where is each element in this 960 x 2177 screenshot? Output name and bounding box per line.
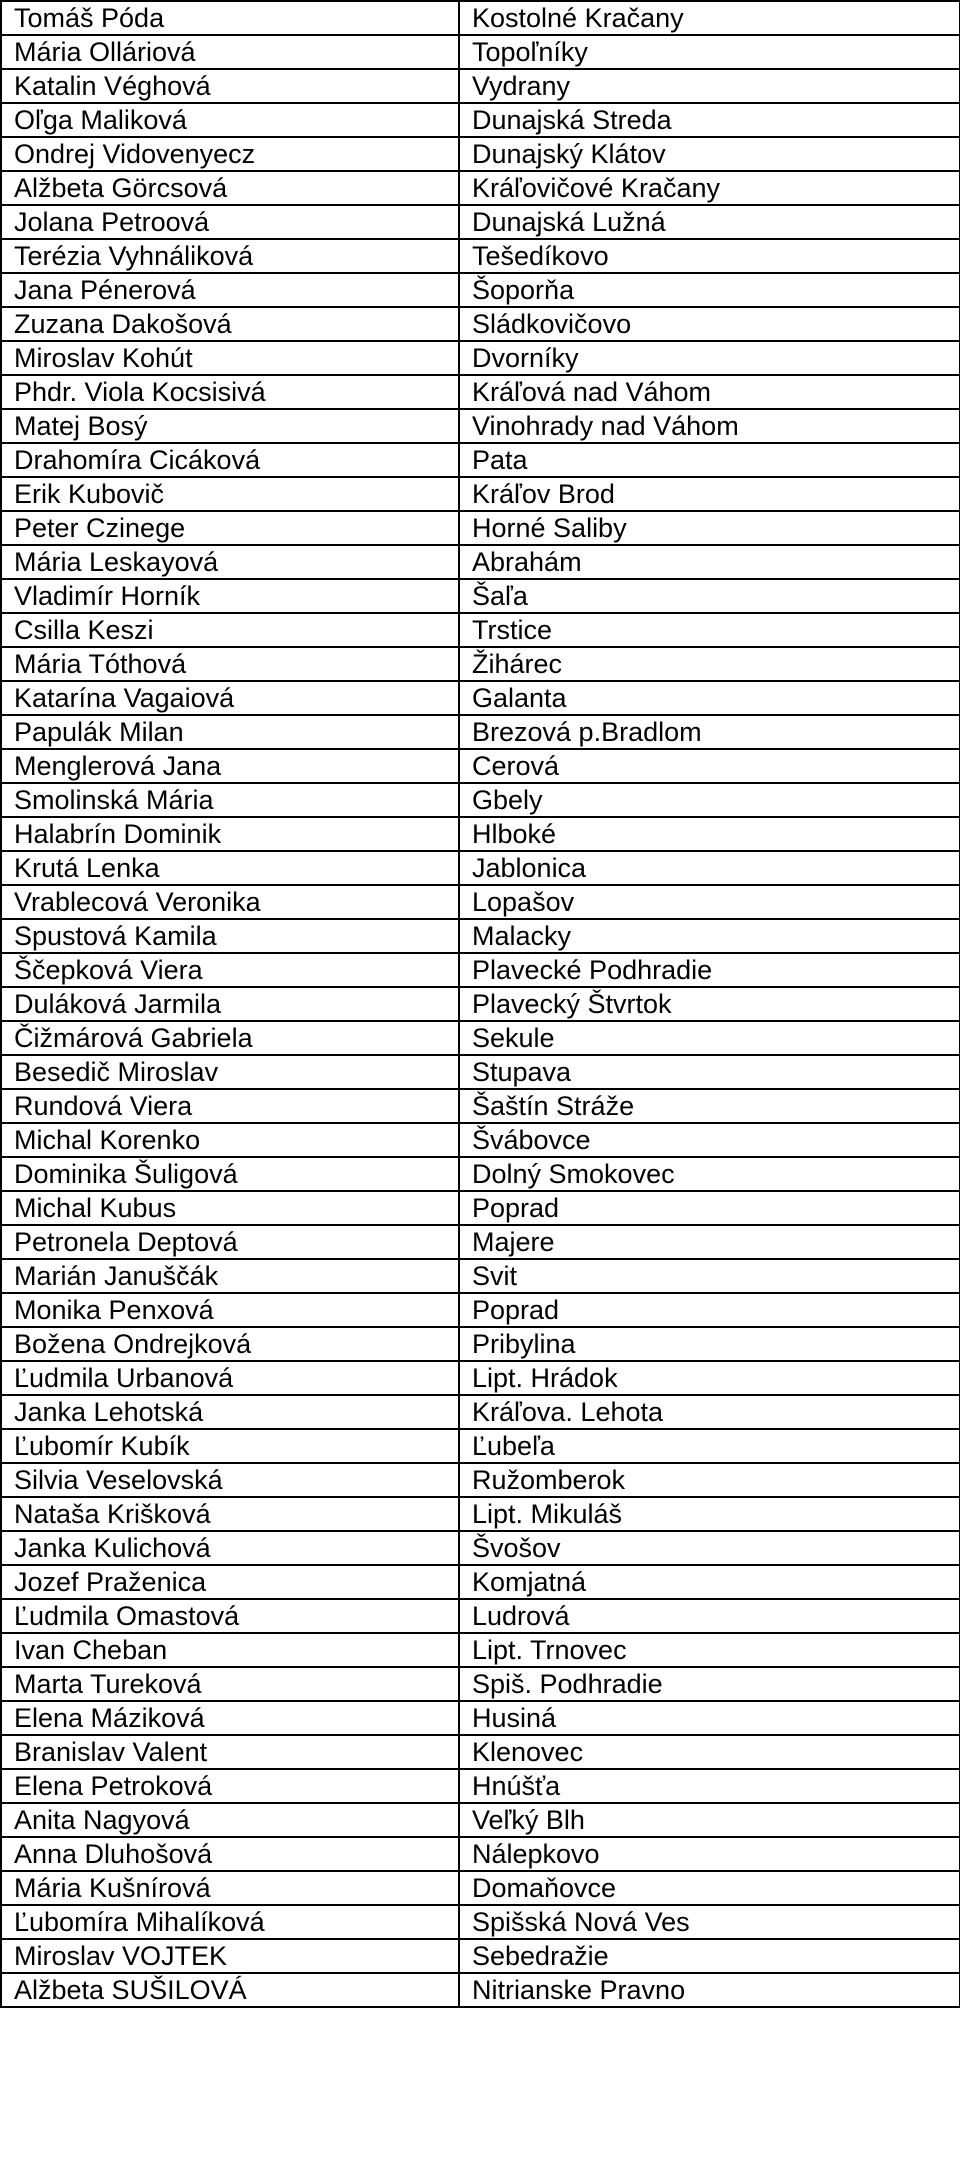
- table-row: [1, 1735, 960, 1769]
- person-name-cell: Peter Czinege: [1, 511, 459, 545]
- person-name-cell: Mária Kušnírová: [1, 1871, 459, 1905]
- person-name-cell: Silvia Veselovská: [1, 1463, 459, 1497]
- table-row: [1, 1327, 960, 1361]
- person-name-cell: Janka Lehotská: [1, 1395, 459, 1429]
- person-name-cell: Ondrej Vidovenyecz: [1, 137, 459, 171]
- place-name-cell: Lipt. Hrádok: [459, 1361, 960, 1395]
- place-name-cell: Veľký Blh: [459, 1803, 960, 1837]
- place-name-cell: Dvorníky: [459, 341, 960, 375]
- table-row: [1, 681, 960, 715]
- table-row: [1, 375, 960, 409]
- place-name-cell: Nitrianske Pravno: [459, 1973, 960, 2007]
- person-name-cell: Vladimír Horník: [1, 579, 459, 613]
- person-name-cell: Elena Petroková: [1, 1769, 459, 1803]
- place-name-cell: Cerová: [459, 749, 960, 783]
- place-name-cell: Dunajský Klátov: [459, 137, 960, 171]
- table-row: [1, 1497, 960, 1531]
- person-name-cell: Csilla Keszi: [1, 613, 459, 647]
- place-name-cell: Kráľová nad Váhom: [459, 375, 960, 409]
- person-name-cell: Michal Korenko: [1, 1123, 459, 1157]
- person-name-cell: Ľubomíra Mihalíková: [1, 1905, 459, 1939]
- place-name-cell: Majere: [459, 1225, 960, 1259]
- person-name-cell: Ľubomír Kubík: [1, 1429, 459, 1463]
- place-name-cell: Poprad: [459, 1293, 960, 1327]
- place-name-cell: Lopašov: [459, 885, 960, 919]
- person-name-cell: Vrablecová Veronika: [1, 885, 459, 919]
- place-name-cell: Dunajská Streda: [459, 103, 960, 137]
- table-body: [1, 1, 960, 2007]
- table-row: [1, 885, 960, 919]
- table-row: [1, 1939, 960, 1973]
- person-name-cell: Nataša Krišková: [1, 1497, 459, 1531]
- table-row: [1, 1395, 960, 1429]
- place-name-cell: Dolný Smokovec: [459, 1157, 960, 1191]
- place-name-cell: Sekule: [459, 1021, 960, 1055]
- table-row: [1, 511, 960, 545]
- person-name-cell: Katalin Véghová: [1, 69, 459, 103]
- place-name-cell: Šaľa: [459, 579, 960, 613]
- place-name-cell: Jablonica: [459, 851, 960, 885]
- table-row: [1, 1293, 960, 1327]
- table-row: [1, 443, 960, 477]
- table-row: [1, 1531, 960, 1565]
- person-name-cell: Duláková Jarmila: [1, 987, 459, 1021]
- table-row: [1, 1021, 960, 1055]
- table-row: [1, 477, 960, 511]
- table-row: [1, 1599, 960, 1633]
- person-name-cell: Janka Kulichová: [1, 1531, 459, 1565]
- person-name-cell: Phdr. Viola Kocsisivá: [1, 375, 459, 409]
- person-name-cell: Božena Ondrejková: [1, 1327, 459, 1361]
- person-name-cell: Miroslav VOJTEK: [1, 1939, 459, 1973]
- person-name-cell: Miroslav Kohút: [1, 341, 459, 375]
- table-row: [1, 1701, 960, 1735]
- place-name-cell: Nálepkovo: [459, 1837, 960, 1871]
- place-name-cell: Kráľov Brod: [459, 477, 960, 511]
- person-name-cell: Jozef Praženica: [1, 1565, 459, 1599]
- person-name-cell: Dominika Šuligová: [1, 1157, 459, 1191]
- place-name-cell: Trstice: [459, 613, 960, 647]
- person-name-cell: Monika Penxová: [1, 1293, 459, 1327]
- place-name-cell: Topoľníky: [459, 35, 960, 69]
- table-row: [1, 613, 960, 647]
- table-row: [1, 783, 960, 817]
- person-name-cell: Spustová Kamila: [1, 919, 459, 953]
- person-name-cell: Menglerová Jana: [1, 749, 459, 783]
- place-name-cell: Stupava: [459, 1055, 960, 1089]
- person-name-cell: Zuzana Dakošová: [1, 307, 459, 341]
- table-row: [1, 1191, 960, 1225]
- table-row: [1, 137, 960, 171]
- person-name-cell: Halabrín Dominik: [1, 817, 459, 851]
- place-name-cell: Vinohrady nad Váhom: [459, 409, 960, 443]
- person-name-cell: Jolana Petroová: [1, 205, 459, 239]
- table-row: [1, 341, 960, 375]
- table-row: [1, 1055, 960, 1089]
- place-name-cell: Poprad: [459, 1191, 960, 1225]
- person-name-cell: Michal Kubus: [1, 1191, 459, 1225]
- place-name-cell: Sebedražie: [459, 1939, 960, 1973]
- place-name-cell: Galanta: [459, 681, 960, 715]
- place-name-cell: Švošov: [459, 1531, 960, 1565]
- person-name-cell: Tomáš Póda: [1, 1, 459, 35]
- place-name-cell: Abrahám: [459, 545, 960, 579]
- person-name-cell: Erik Kubovič: [1, 477, 459, 511]
- person-name-cell: Branislav Valent: [1, 1735, 459, 1769]
- table-row: [1, 103, 960, 137]
- place-name-cell: Švábovce: [459, 1123, 960, 1157]
- place-name-cell: Kráľova. Lehota: [459, 1395, 960, 1429]
- person-name-cell: Jana Pénerová: [1, 273, 459, 307]
- table-row: [1, 545, 960, 579]
- table-row: [1, 1871, 960, 1905]
- place-name-cell: Ľubeľa: [459, 1429, 960, 1463]
- table-row: [1, 1667, 960, 1701]
- person-name-cell: Elena Máziková: [1, 1701, 459, 1735]
- table-row: [1, 715, 960, 749]
- place-name-cell: Komjatná: [459, 1565, 960, 1599]
- place-name-cell: Malacky: [459, 919, 960, 953]
- table-row: [1, 817, 960, 851]
- place-name-cell: Domaňovce: [459, 1871, 960, 1905]
- place-name-cell: Ludrová: [459, 1599, 960, 1633]
- table-row: [1, 1565, 960, 1599]
- table-row: [1, 1905, 960, 1939]
- person-name-cell: Ščepková Viera: [1, 953, 459, 987]
- table-row: [1, 579, 960, 613]
- place-name-cell: Hnúšťa: [459, 1769, 960, 1803]
- place-name-cell: Ružomberok: [459, 1463, 960, 1497]
- place-name-cell: Gbely: [459, 783, 960, 817]
- table-row: [1, 69, 960, 103]
- table-row: [1, 1429, 960, 1463]
- table-row: [1, 273, 960, 307]
- place-name-cell: Dunajská Lužná: [459, 205, 960, 239]
- person-name-cell: Smolinská Mária: [1, 783, 459, 817]
- table-row: [1, 647, 960, 681]
- place-name-cell: Kostolné Kračany: [459, 1, 960, 35]
- table-row: [1, 749, 960, 783]
- table-row: [1, 919, 960, 953]
- person-name-cell: Rundová Viera: [1, 1089, 459, 1123]
- table-row: [1, 1837, 960, 1871]
- table-row: [1, 1633, 960, 1667]
- person-name-cell: Marta Tureková: [1, 1667, 459, 1701]
- place-name-cell: Šoporňa: [459, 273, 960, 307]
- place-name-cell: Svit: [459, 1259, 960, 1293]
- table-row: [1, 953, 960, 987]
- person-name-cell: Čižmárová Gabriela: [1, 1021, 459, 1055]
- person-name-cell: Ľudmila Urbanová: [1, 1361, 459, 1395]
- place-name-cell: Žihárec: [459, 647, 960, 681]
- table-row: [1, 409, 960, 443]
- place-name-cell: Pata: [459, 443, 960, 477]
- person-name-cell: Mária Olláriová: [1, 35, 459, 69]
- place-name-cell: Plavecké Podhradie: [459, 953, 960, 987]
- person-name-cell: Besedič Miroslav: [1, 1055, 459, 1089]
- place-name-cell: Horné Saliby: [459, 511, 960, 545]
- place-name-cell: Spiš. Podhradie: [459, 1667, 960, 1701]
- person-name-cell: Mária Leskayová: [1, 545, 459, 579]
- person-name-cell: Anita Nagyová: [1, 1803, 459, 1837]
- person-name-cell: Mária Tóthová: [1, 647, 459, 681]
- person-name-cell: Alžbeta Görcsová: [1, 171, 459, 205]
- table-row: [1, 1225, 960, 1259]
- table-row: [1, 1361, 960, 1395]
- place-name-cell: Spišská Nová Ves: [459, 1905, 960, 1939]
- place-name-cell: Husiná: [459, 1701, 960, 1735]
- place-name-cell: Sládkovičovo: [459, 307, 960, 341]
- person-name-cell: Matej Bosý: [1, 409, 459, 443]
- place-name-cell: Hlboké: [459, 817, 960, 851]
- place-name-cell: Brezová p.Bradlom: [459, 715, 960, 749]
- table-row: [1, 1463, 960, 1497]
- person-name-cell: Ivan Cheban: [1, 1633, 459, 1667]
- table-row: [1, 205, 960, 239]
- table-row: [1, 1157, 960, 1191]
- table-row: [1, 1259, 960, 1293]
- person-name-cell: Marián Januščák: [1, 1259, 459, 1293]
- place-name-cell: Kráľovičové Kračany: [459, 171, 960, 205]
- place-name-cell: Tešedíkovo: [459, 239, 960, 273]
- table-row: [1, 35, 960, 69]
- place-name-cell: Klenovec: [459, 1735, 960, 1769]
- person-name-cell: Ľudmila Omastová: [1, 1599, 459, 1633]
- table-row: [1, 1803, 960, 1837]
- person-name-cell: Katarína Vagaiová: [1, 681, 459, 715]
- person-name-cell: Petronela Deptová: [1, 1225, 459, 1259]
- table-row: [1, 171, 960, 205]
- place-name-cell: Lipt. Trnovec: [459, 1633, 960, 1667]
- table-row: [1, 1123, 960, 1157]
- place-name-cell: Vydrany: [459, 69, 960, 103]
- person-name-cell: Papulák Milan: [1, 715, 459, 749]
- person-name-cell: Alžbeta SUŠILOVÁ: [1, 1973, 459, 2007]
- person-name-cell: Drahomíra Cicáková: [1, 443, 459, 477]
- table-row: [1, 1, 960, 35]
- person-name-cell: Oľga Maliková: [1, 103, 459, 137]
- table-row: [1, 307, 960, 341]
- place-name-cell: Šaštín Stráže: [459, 1089, 960, 1123]
- place-name-cell: Pribylina: [459, 1327, 960, 1361]
- table-row: [1, 1769, 960, 1803]
- place-name-cell: Lipt. Mikuláš: [459, 1497, 960, 1531]
- table-row: [1, 851, 960, 885]
- table-row: [1, 1089, 960, 1123]
- place-name-cell: Plavecký Štvrtok: [459, 987, 960, 1021]
- table-row: [1, 239, 960, 273]
- person-name-cell: Anna Dluhošová: [1, 1837, 459, 1871]
- person-name-cell: Krutá Lenka: [1, 851, 459, 885]
- person-name-cell: Terézia Vyhnáliková: [1, 239, 459, 273]
- table-row: [1, 987, 960, 1021]
- table-row: [1, 1973, 960, 2007]
